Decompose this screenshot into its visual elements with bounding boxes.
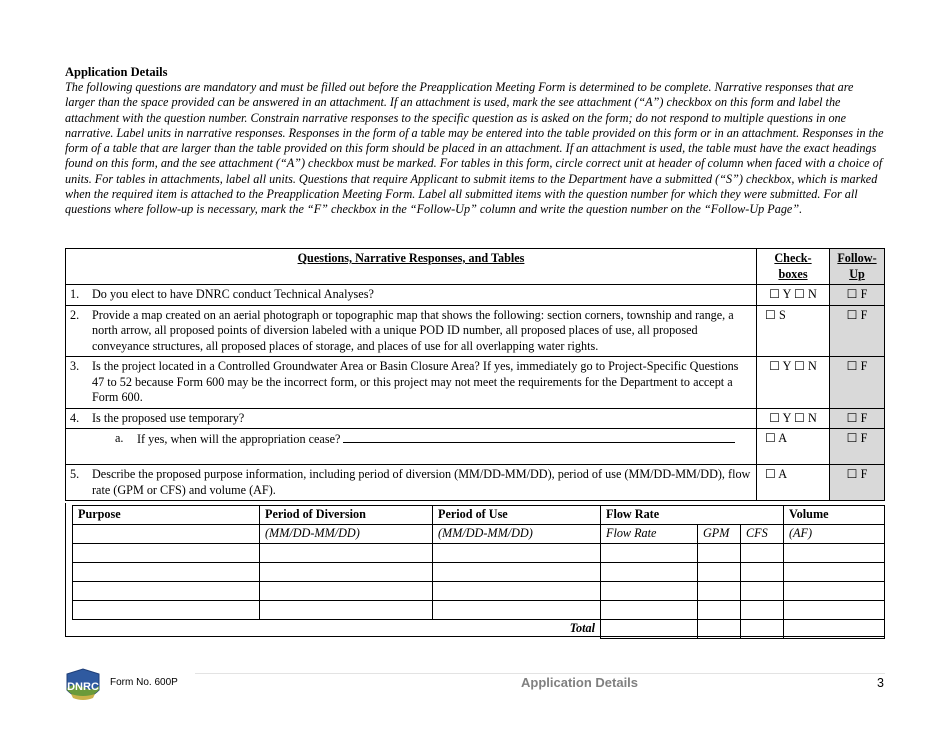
form-number: Form No. 600P — [110, 677, 178, 688]
purpose-cell[interactable] — [73, 601, 260, 620]
question-row — [66, 357, 885, 409]
question-row — [66, 465, 885, 501]
use-cell[interactable] — [433, 582, 601, 601]
flow-cell[interactable] — [601, 601, 698, 620]
followup-checkbox[interactable]: ☐ F — [830, 357, 885, 409]
checkboxes-header: Check-boxes — [757, 249, 830, 285]
question-text: Provide a map created on an aerial photograph or topographic map that shows the following: section corners, township and range, a north arrow, all proposed points of diversion labeled with a unique POD ID number, all proposed places of use, all proposed conveyance structures, all proposed places of storage, and places of use for all overlapping water rights. — [92, 307, 734, 353]
diversion-cell[interactable] — [260, 544, 433, 563]
questions-table — [65, 248, 885, 501]
total-volume-cell[interactable] — [784, 620, 885, 639]
cfs-cell[interactable] — [741, 563, 784, 582]
yes-no-checkboxes[interactable]: ☐ Y ☐ N — [757, 357, 830, 409]
cfs-unit[interactable]: CFS — [741, 525, 784, 544]
diversion-units: (MM/DD-MM/DD) — [260, 525, 433, 544]
question-row — [66, 305, 885, 357]
followup-checkbox[interactable]: ☐ F — [830, 429, 885, 465]
volume-units: (AF) — [784, 525, 885, 544]
question-number: a. — [115, 431, 124, 445]
diversion-cell[interactable] — [260, 563, 433, 582]
purpose-row — [73, 544, 885, 563]
flow-cell[interactable] — [601, 563, 698, 582]
instructions-paragraph: The following questions are mandatory and must be filled out before the Preapplication Meeting Form is determined to be complete. Narrative responses that are larger than the space provided can be answered in an attachment. If an attachment is used, mark the see attachment (“A”) checkbox on this form and label the attachment with the question number. Constrain narrative responses to the specific question as is asked on the form; do not respond to multiple questions in one narrative. Label units in narrative responses. Responses in the form of a table may be entered into the table provided on this form or in an attachment. Responses in the form of a table that are larger than the table provided on this form should be placed in an attachment. If an attachment is used, the table must have the exact headings found on this form, and the see attachment (“A”) checkbox must be marked. For tables in this form, circle correct unit at header of column when faced with a choice of units. For tables in attachments, label all units. Questions that require Applicant to submit items to the Department have a submitted (“S”) checkbox, which is marked when the required item is attached to the Preapplication Meeting Form. Label all submitted items with the question number for which they were submitted. For all questions where follow-up is necessary, mark the “F” checkbox in the “Follow-Up” column and write the question number on the “Follow-Up Page”. — [65, 80, 884, 217]
use-cell[interactable] — [433, 601, 601, 620]
followup-checkbox[interactable]: ☐ F — [830, 305, 885, 357]
flow-rate-header: Flow Rate — [601, 506, 784, 525]
flow-rate-subheader: Flow Rate — [601, 525, 698, 544]
footer-title: Application Details — [521, 675, 639, 690]
use-header: Period of Use — [433, 506, 601, 525]
gpm-cell[interactable] — [698, 563, 741, 582]
attachment-checkbox[interactable]: ☐ A — [757, 465, 830, 501]
attachment-checkbox[interactable]: ☐ A — [757, 429, 830, 465]
total-gpm-cell[interactable] — [698, 620, 741, 639]
question-number: 2. — [70, 307, 80, 322]
cfs-cell[interactable] — [741, 582, 784, 601]
question-text: Describe the proposed purpose information, including period of diversion (MM/DD-MM/DD), period of use (MM/DD-MM/DD), flow rate (GPM or CFS) and volume (AF). — [92, 467, 751, 497]
question-text: Is the proposed use temporary? — [92, 410, 245, 425]
question-text: If yes, when will the appropriation cease? — [137, 432, 341, 446]
purpose-cell[interactable] — [73, 544, 260, 563]
diversion-cell[interactable] — [260, 582, 433, 601]
logo-text: DNRC — [67, 681, 99, 693]
question-row — [66, 285, 885, 306]
question-row — [66, 408, 885, 429]
purpose-subheader — [73, 525, 260, 544]
purpose-row — [73, 601, 885, 620]
gpm-unit[interactable]: GPM — [698, 525, 741, 544]
purpose-cell[interactable] — [73, 582, 260, 601]
page-number: 3 — [877, 676, 884, 690]
followup-checkbox[interactable]: ☐ F — [830, 408, 885, 429]
volume-cell[interactable] — [784, 563, 885, 582]
total-flow-cell[interactable] — [601, 620, 698, 639]
followup-checkbox[interactable]: ☐ F — [830, 465, 885, 501]
dnrc-logo — [63, 668, 103, 709]
purpose-row — [73, 563, 885, 582]
section-title: Application Details — [65, 65, 168, 79]
followup-checkbox[interactable]: ☐ F — [830, 285, 885, 306]
followup-header: Follow-Up — [830, 249, 885, 285]
footer-divider — [195, 673, 885, 674]
purpose-row — [73, 582, 885, 601]
diversion-cell[interactable] — [260, 601, 433, 620]
purpose-header: Purpose — [73, 506, 260, 525]
question-number: 3. — [70, 359, 80, 373]
volume-header: Volume — [784, 506, 885, 525]
question-text: Is the project located in a Controlled Groundwater Area or Basin Closure Area? If yes, immediately go to Project-Specific Questions 47 to 52 because Form 600 may be the incorrect form, or this project may not meet the requirements for the Department to accept a Form 600. — [92, 359, 739, 404]
submitted-checkbox[interactable]: ☐ S — [757, 305, 830, 357]
total-row — [73, 620, 885, 639]
diversion-header: Period of Diversion — [260, 506, 433, 525]
questions-header: Questions, Narrative Responses, and Tables — [66, 249, 757, 285]
gpm-cell[interactable] — [698, 582, 741, 601]
use-cell[interactable] — [433, 563, 601, 582]
flow-cell[interactable] — [601, 582, 698, 601]
yes-no-checkboxes[interactable]: ☐ Y ☐ N — [757, 408, 830, 429]
volume-cell[interactable] — [784, 582, 885, 601]
question-text: Do you elect to have DNRC conduct Technical Analyses? — [92, 287, 374, 301]
cfs-cell[interactable] — [741, 601, 784, 620]
purpose-table — [72, 505, 885, 639]
volume-cell[interactable] — [784, 544, 885, 563]
total-cfs-cell[interactable] — [741, 620, 784, 639]
use-cell[interactable] — [433, 544, 601, 563]
total-label: Total — [569, 621, 595, 635]
yes-no-checkboxes[interactable]: ☐ Y ☐ N — [757, 285, 830, 306]
flow-cell[interactable] — [601, 544, 698, 563]
cease-date-input[interactable] — [343, 431, 735, 443]
question-number: 5. — [70, 467, 80, 481]
volume-cell[interactable] — [784, 601, 885, 620]
question-row — [66, 429, 885, 465]
question-number: 4. — [70, 410, 80, 425]
gpm-cell[interactable] — [698, 544, 741, 563]
use-units: (MM/DD-MM/DD) — [433, 525, 601, 544]
question-number: 1. — [70, 287, 80, 301]
gpm-cell[interactable] — [698, 601, 741, 620]
purpose-table-frame — [65, 503, 885, 637]
purpose-cell[interactable] — [73, 563, 260, 582]
cfs-cell[interactable] — [741, 544, 784, 563]
